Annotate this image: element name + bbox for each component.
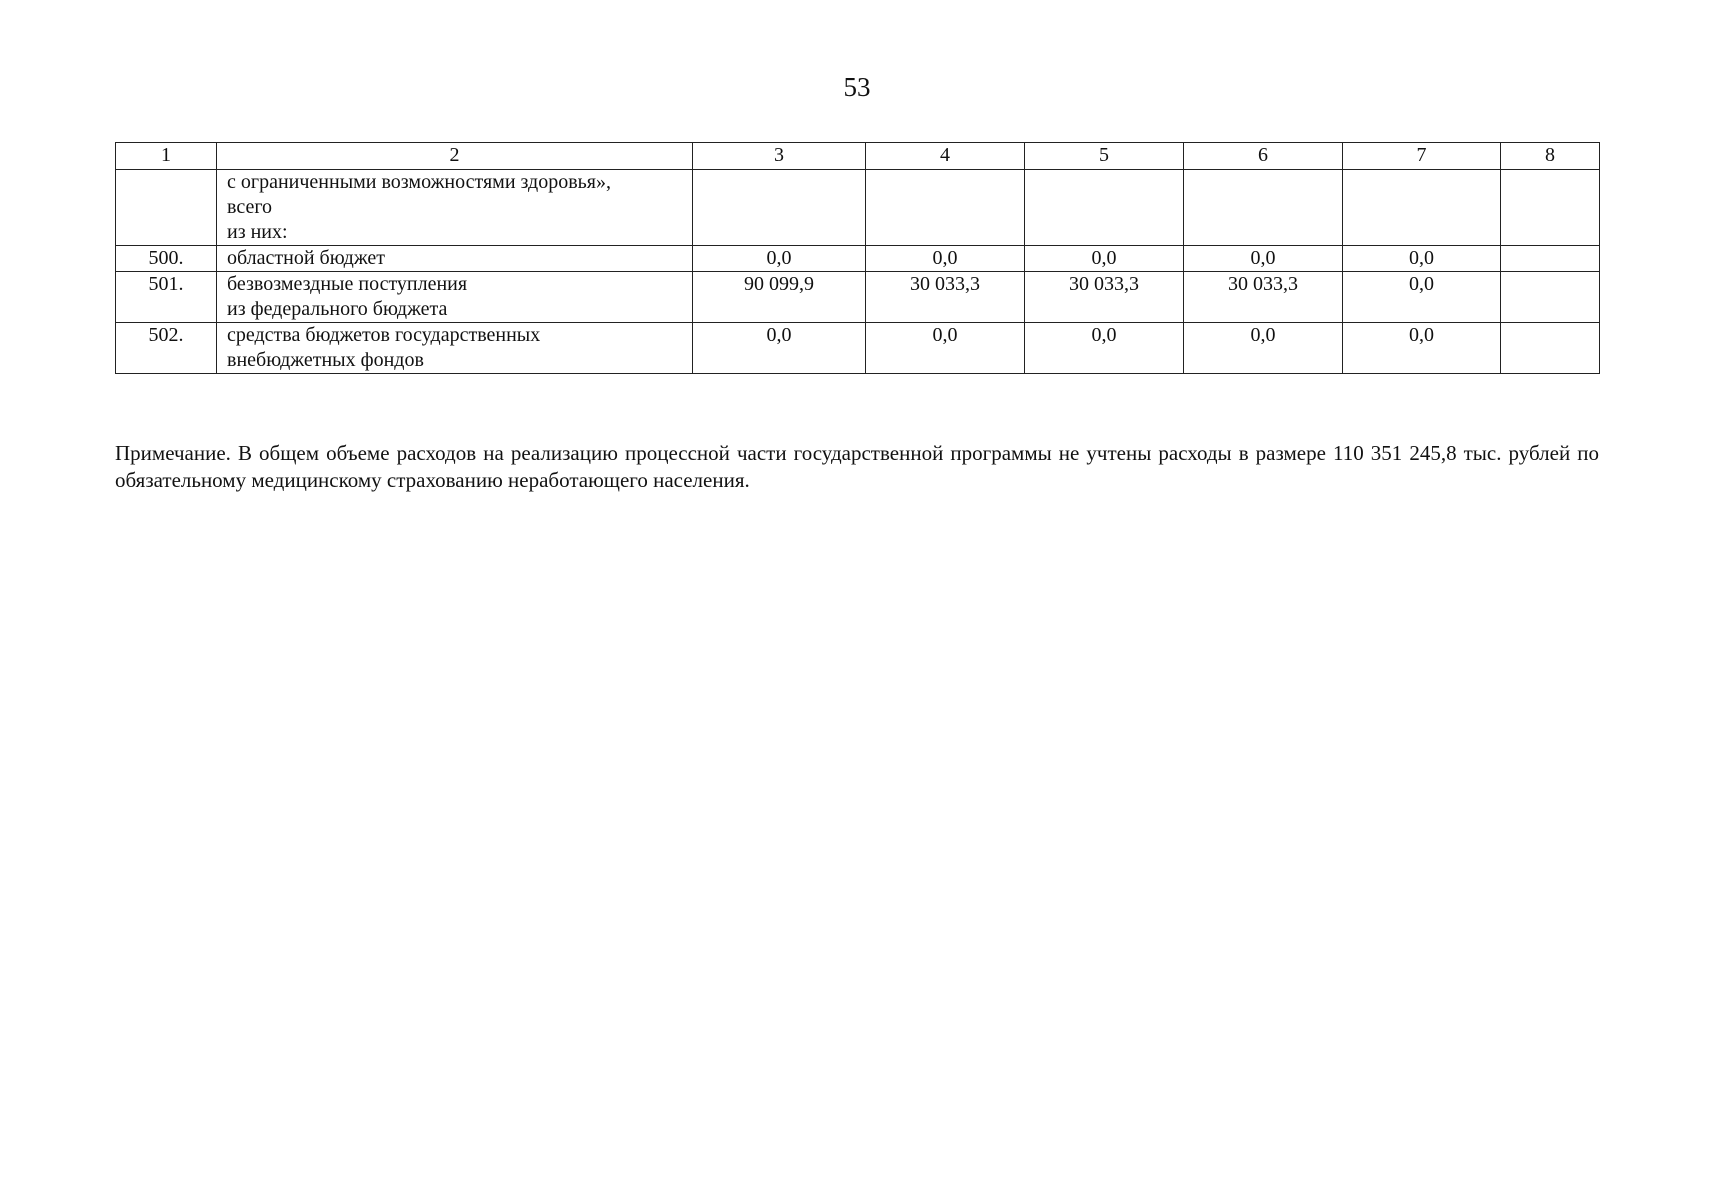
row-number: 502.	[116, 323, 217, 374]
value-cell: 90 099,9	[693, 272, 866, 323]
header-cell: 2	[217, 143, 693, 170]
value-cell	[866, 170, 1025, 246]
row-description-line: безвозмездные поступления	[227, 273, 468, 295]
value-cell	[693, 170, 866, 246]
footnote: Примечание. В общем объеме расходов на реализацию процессной части государственной программы не учтены расходы в размере 110 351 245,8 тыс. рублей по обязательному медицинскому страхованию неработающего населения.	[115, 441, 1599, 492]
table-header-row	[116, 143, 1600, 170]
value-cell: 30 033,3	[1184, 272, 1343, 323]
page-number-text: 53	[843, 72, 871, 102]
page-number	[0, 72, 1714, 103]
row-number: 500.	[116, 246, 217, 272]
value-cell: 30 033,3	[1025, 272, 1184, 323]
value-cell: 0,0	[1025, 246, 1184, 272]
value-cell: 0,0	[1025, 323, 1184, 374]
value-cell: 0,0	[693, 246, 866, 272]
row-description-line: всего	[227, 196, 273, 218]
value-cell: 0,0	[693, 323, 866, 374]
value-cell	[1501, 170, 1600, 246]
row-description	[217, 323, 693, 374]
value-cell: 0,0	[1184, 246, 1343, 272]
row-description-line: средства бюджетов государственных	[227, 324, 541, 346]
row-description-line: внебюджетных фондов	[227, 349, 424, 371]
value-cell	[1343, 170, 1501, 246]
value-cell: 0,0	[1343, 246, 1501, 272]
value-cell: 0,0	[866, 323, 1025, 374]
table-row	[116, 246, 1600, 272]
row-description	[217, 272, 693, 323]
table-row	[116, 170, 1600, 246]
value-cell	[1184, 170, 1343, 246]
value-cell	[1025, 170, 1184, 246]
value-cell	[1501, 246, 1600, 272]
value-cell	[1501, 323, 1600, 374]
row-description-line: с ограниченными возможностями здоровья»,	[227, 171, 611, 193]
row-number	[116, 170, 217, 246]
table-row	[116, 272, 1600, 323]
value-cell: 0,0	[1343, 272, 1501, 323]
value-cell	[1501, 272, 1600, 323]
table-row	[116, 323, 1600, 374]
row-description	[217, 246, 693, 272]
value-cell: 0,0	[866, 246, 1025, 272]
header-cell: 5	[1025, 143, 1184, 170]
value-cell: 0,0	[1184, 323, 1343, 374]
header-cell: 3	[693, 143, 866, 170]
value-cell: 0,0	[1343, 323, 1501, 374]
header-cell: 6	[1184, 143, 1343, 170]
header-cell: 4	[866, 143, 1025, 170]
budget-table	[115, 142, 1600, 374]
row-description-line: из федерального бюджета	[227, 298, 448, 320]
row-number: 501.	[116, 272, 217, 323]
header-cell: 1	[116, 143, 217, 170]
row-description-line: из них:	[227, 221, 288, 243]
row-description	[217, 170, 693, 246]
value-cell: 30 033,3	[866, 272, 1025, 323]
row-description-line: областной бюджет	[227, 247, 386, 269]
header-cell: 8	[1501, 143, 1600, 170]
header-cell: 7	[1343, 143, 1501, 170]
